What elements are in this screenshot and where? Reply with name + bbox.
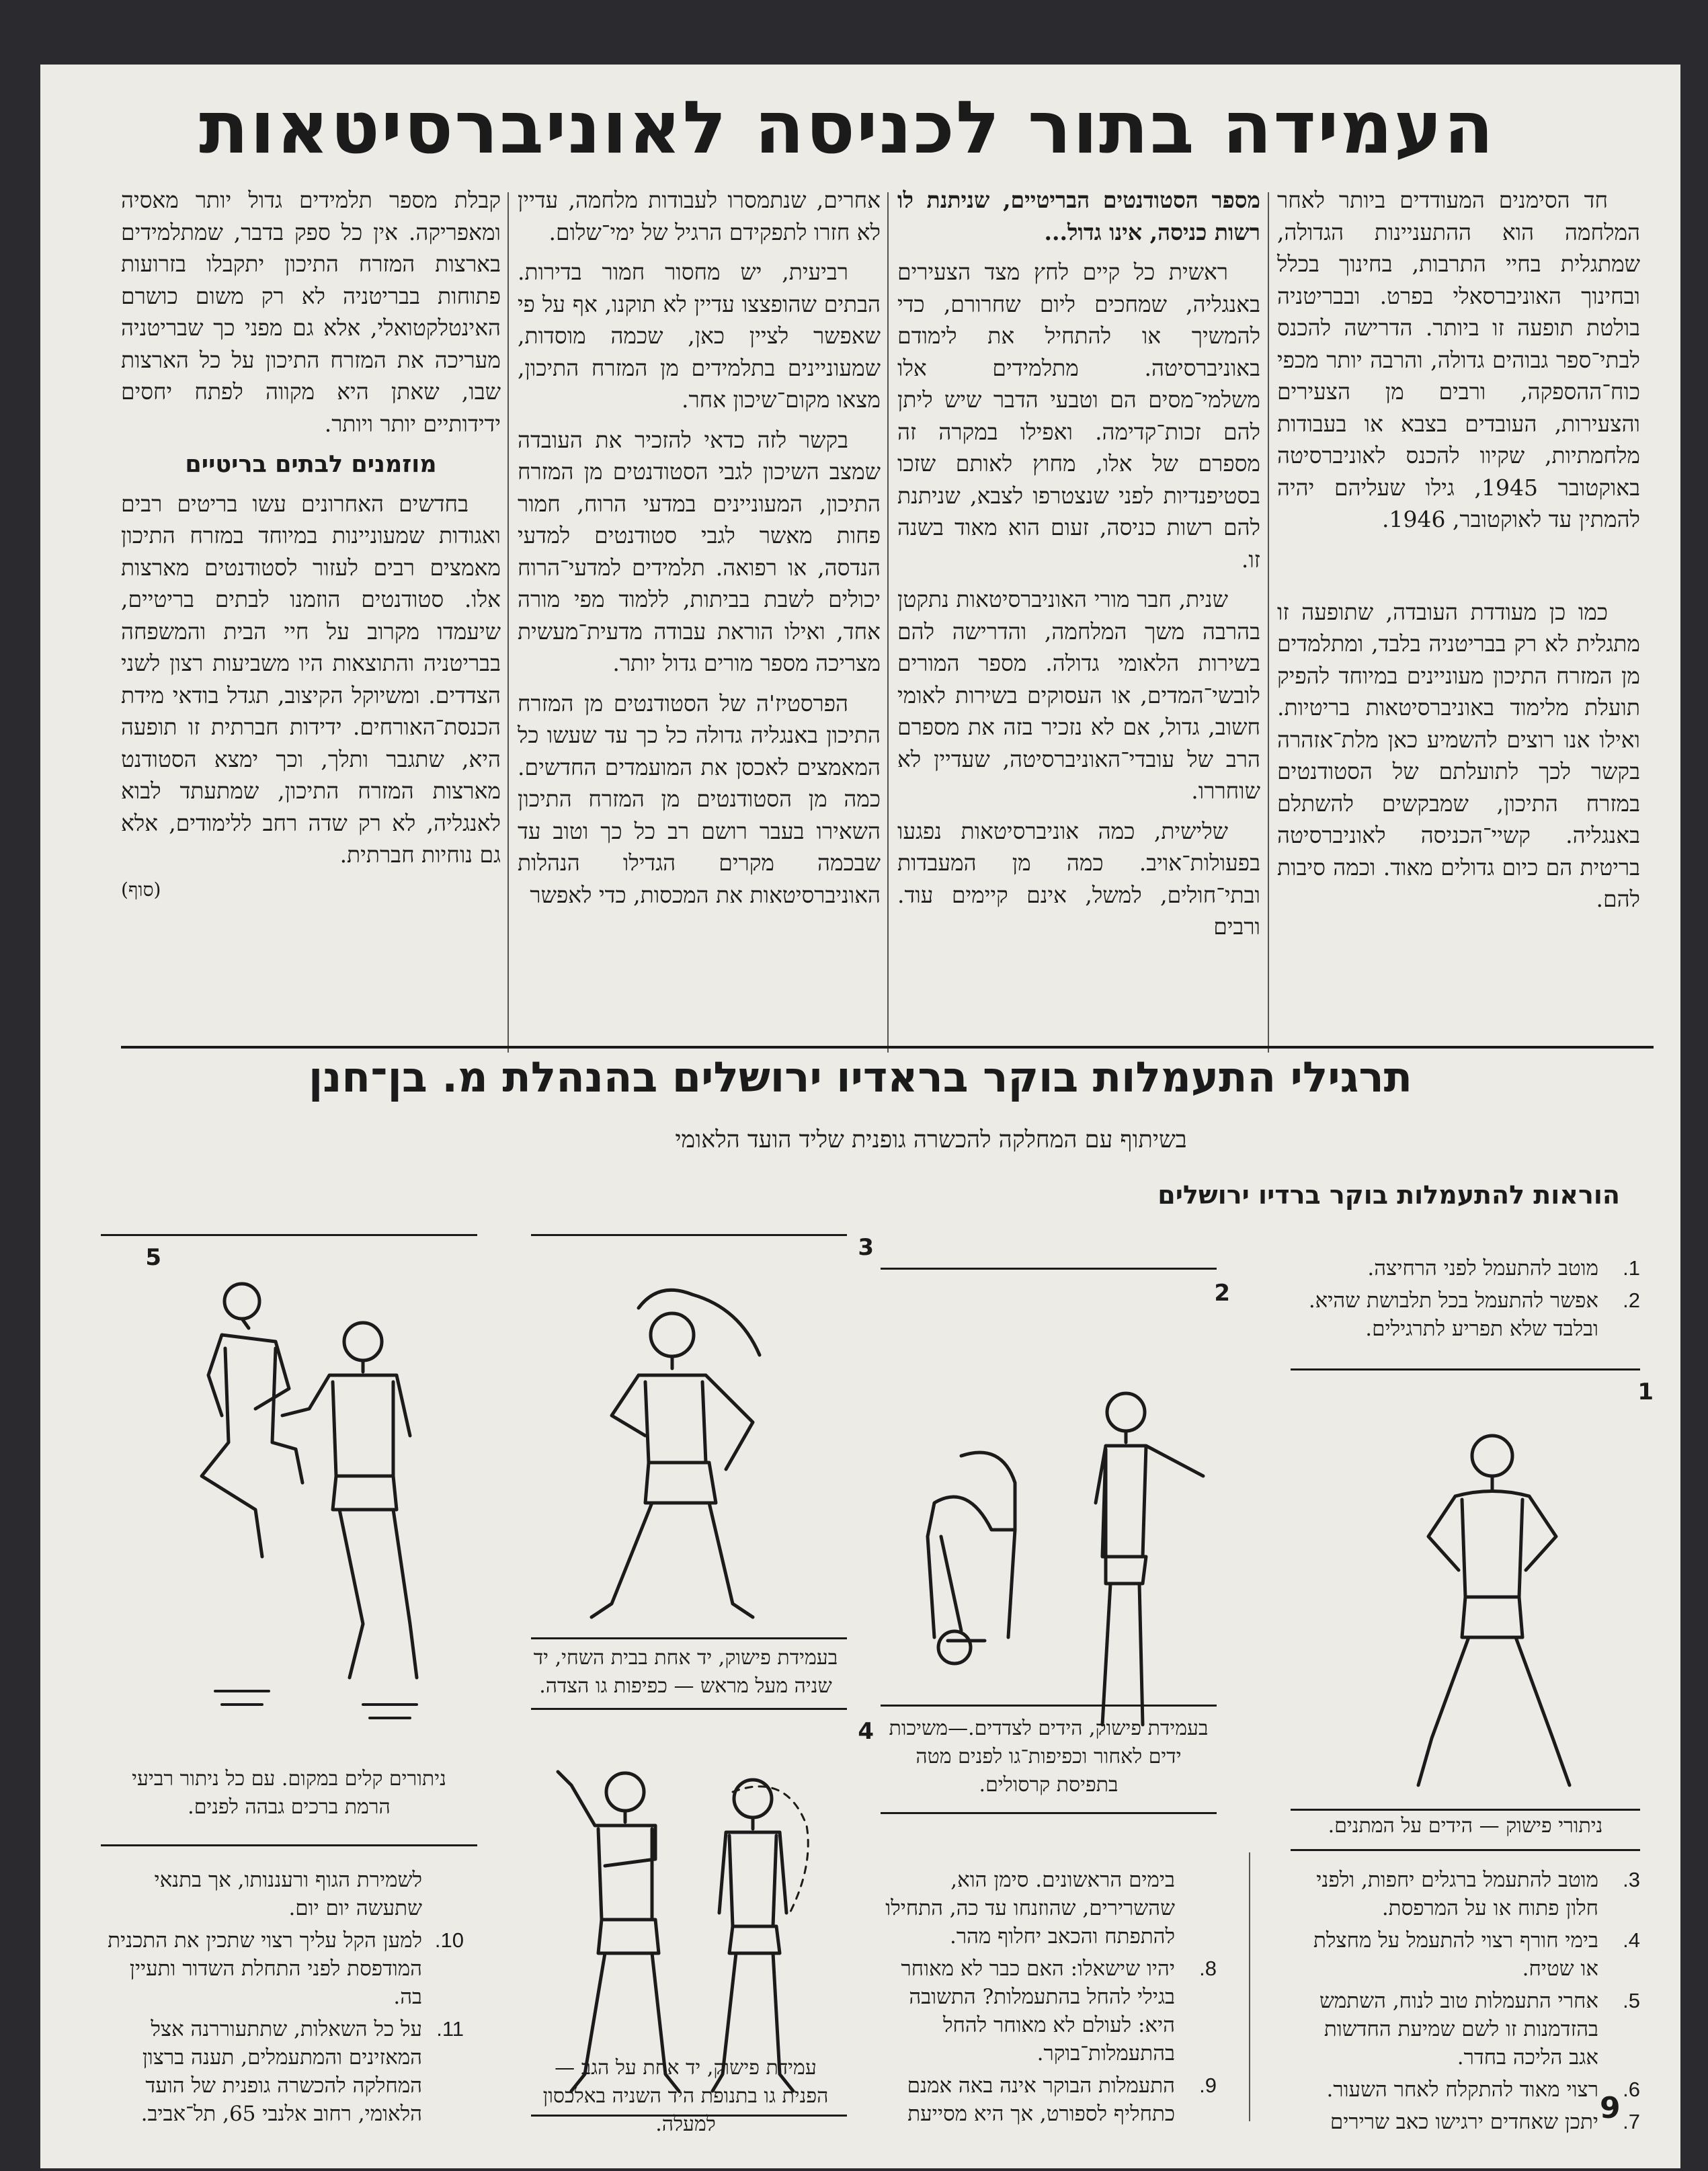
column-divider (1268, 192, 1269, 1053)
panel-rule (531, 1234, 847, 1236)
paragraph: בקשר לזה כדאי להזכיר את העובדה שמצב השיכון לגבי הסטודנטים מן המזרח התיכון, המעוניינים במדעי הרוח, חמור פחות מאשר לגבי סטודנטים למדעי הנדסה, או רפואה. תלמידים למדעי־הרוח יכולים לשבת בביתות, ללמוד מפי מורה אחד, ואילו הוראת עבודה מדעית־מעשית מצריכה מספר מורים גדול יותר. (518, 426, 881, 676)
exercise-3-figure (538, 1268, 820, 1631)
instruction-item: 8. יהיו שישאלו: האם כבר לא מאוחר בגילי להחל בהתעמלות? התשובה היא: לעולם לא מאוחר להחל בהתעמלות־בוקר. (901, 1957, 1217, 2065)
panel-3-caption: בעמידת פישוק, יד אחת בבית השחי, יד שניה מעל מראש — כפיפות גו הצדה. (533, 1646, 838, 1698)
exercises-subline: בשיתוף עם המחלקה להכשרה גופנית שליד הועד הלאומי (675, 1127, 1187, 1153)
instruction-item: 1. מוטב להתעמל לפני הרחיצה. (1367, 1256, 1640, 1280)
instruction-item: 4. בימי חורף רצוי להתעמל על מחצלת או שטיח. (1313, 1928, 1640, 1981)
column-divider (887, 192, 889, 1053)
end-mark: (סוף) (121, 878, 161, 901)
article-column-3 (518, 184, 881, 911)
paragraph: רביעית, יש מחסור חמור בדירות. הבתים שהופצצו עדיין לא תוקנו, אף על פי שאפשר לציין כאן, שכמה מוסדות, שמעוניינים בתלמידים מן המזרח התיכון, מצאו מקום־שיכון אחר. (518, 259, 881, 413)
page-number: 9 (1600, 2091, 1621, 2125)
panel-rule (1291, 1368, 1640, 1370)
instruction-item: 10. למען הקל עליך רצוי שתכין את התכנית המודפסת לפני התחלת השדור ותעיין בה. (108, 1928, 464, 2009)
exercise-1-figure (1391, 1422, 1593, 1799)
instructions-bottom-middle (881, 1866, 1217, 2132)
panel-rule (101, 1234, 477, 1236)
exercise-5-figure (161, 1274, 457, 1745)
panel-1-number: 1 (1637, 1379, 1654, 1405)
panel-rule (881, 1705, 1217, 1707)
instruction-item: לשמירת הגוף ורעננותו, אך בתנאי שתעשה יום יום. (154, 1868, 422, 1920)
instructions-title: הוראות להתעמלות בוקר ברדיו ירושלים (1157, 1180, 1620, 1210)
instruction-item: 5. אחרי התעמלות טוב לנוח, השתמש בהזדמנות זו לשם שמיעת החדשות אגב הליכה בחדר. (1319, 1989, 1640, 2070)
panel-2-number: 2 (1214, 1280, 1230, 1307)
instruction-item: 3. מוטב להתעמל ברגלים יחפות, ולפני חלון פתוח או על המרפסת. (1316, 1868, 1640, 1920)
panel-5-number: 5 (145, 1244, 161, 1271)
paragraph: חד הסימנים המעודדים ביותר לאחר המלחמה הוא ההתעניינות הגדולה, שמתגלית בחיי התרבות, בחינוך בכלל ובחינוך האוניברסאלי בפרט. ובבריטניה בולטת תופעה זו ביותר. הדרישה להכנס לבתי־ספר גבוהים גדולה, והרבה יותר מכפי כוח־ההספקה, ורבים מן הצעירים והצעירות, העובדים בצבא או בעבודות מלחמתיות, שקיוו להכנס לאוניברסיטה באוקטובר 1945, גילו שעליהם יהיה להמתין עד לאוקטובר, 1946. (1277, 187, 1641, 532)
instruction-item: בימים הראשונים. סימן הוא, שהשרירים, שהוזנחו עד כה, התחילו להתפתח והכאב יחלוף מהר. (885, 1868, 1175, 1949)
instruction-item: 7. יתכן שאחדים ירגישו כאב שרירים (1330, 2110, 1640, 2134)
paragraph: ראשית כל קיים לחץ מצד הצעירים באנגליה, שמחכים ליום שחרורם, כדי להמשיך או להתחיל את לימודם באוניברסיטה. מתלמידים אלו משלמי־מסים הם וטבעי הדבר שיש ליתן להם זכות־קדימה. ואפילו במקרה זה מספרם של אלו, מחוץ לאותם שזכו בסטיפנדיות לפני שנצטרפו לצבא, שניתנת להם רשות כניסה, זעום הוא מאוד בשנה זו. (897, 259, 1260, 573)
panel-rule (531, 1637, 847, 1639)
panel-rule (881, 1812, 1217, 1814)
lead-paragraph: מספר הסטודנטים הבריטיים, שניתנת לו רשות כניסה, אינו גדול... (897, 187, 1260, 245)
article-column-2 (897, 184, 1260, 943)
panel-5-caption: ניתורים קלים במקום. עם כל ניתור רביעי הרמת ברכים גבהה לפנים. (132, 1767, 446, 1819)
instructions-bottom-left (101, 1866, 464, 2132)
section-subheading: מוזמנים לבתים בריטיים (185, 451, 437, 478)
panel-rule (531, 1708, 847, 1710)
instruction-item: 11. על כל השאלות, שתתעוררנה אצל המאזינים והמתעמלים, תענה ברצון המחלקה להכשרה גופנית של הועד הלאומי, רחוב אלנבי 65, תל־אביב. (140, 2017, 464, 2126)
panel-rule (1291, 1849, 1640, 1851)
paragraph: הפרסטיז'ה של הסטודנטים מן המזרח התיכון באנגליה גדולה כל כך עד שעשו כל המאמצים לאכסן את המועמדים החדשים. כמה מן הסטודנטים מן המזרח התיכון השאירו בעבר רושם רב כל כך וטוב עד שבכמה מקרים הגדילו הנהלות האוניברסיטאות את המכסות, כדי לאפשר (518, 690, 881, 908)
exercise-2-figure (847, 1382, 1223, 1731)
panel-rule (101, 1844, 477, 1846)
paragraph: בחדשים האחרונים עשו בריטים רבים ואגודות שמעוניינות במיוחד במזרח התיכון מאמצים רבים לעזור לסטודנטים מארצות אלו. סטודנטים הוזמנו לבתים בריטיים, שיעמדו מקרוב על חיי הבית והמשפחה בבריטניה והתוצאות היו משביעות רצון לשני הצדדים. ומשיוקל הקיצוב, תגדל בודאי מידת הכנסת־האורחים. ידידות חברתית זו תופעה היא, שתגבר ותלך, וכך ימצא הסטודנט מארצות המזרח התיכון, שמתעתד לבוא לאנגליה, לא רק שדה רחב ללימודים, אלא גם נוחיות חברתית. (121, 490, 501, 868)
instruction-item: 2. אפשר להתעמל בכל תלבושת שהיא. ובלבד שלא תפריע לתרגילים. (1308, 1288, 1640, 1341)
panel-2-caption: בעמידת פישוק, הידים לצדדים.—משיכות ידים לאחור וכפיפות־גו לפנים מטה בתפיסת קרסולים. (889, 1717, 1209, 1797)
column-divider (1249, 1852, 1250, 2121)
article-column-1 (1277, 184, 1640, 915)
panel-4-caption: עמידת פישוק, יד אחת על הגב — הפנית גו בתנופת היד השניה באלכסון למעלה. (542, 2056, 829, 2136)
panel-rule (881, 1268, 1217, 1270)
panel-rule (1291, 1809, 1640, 1811)
magazine-page (40, 65, 1680, 2168)
instruction-item: 6. רצוי מאוד להתקלח לאחר השעור. (1326, 2078, 1640, 2102)
instruction-item: 9. התעמלות הבוקר אינה באה אמנם כתחליף לספורט, אך היא מסייעת (907, 2074, 1217, 2126)
paragraph: אחרים, שנתמסרו לעבודות מלחמה, עדיין לא חזרו לתפקידם הרגיל של ימי־שלום. (518, 187, 881, 245)
paragraph: קבלת מספר תלמידים גדול יותר מאסיה ומאפריקה. אין כל ספק בדבר, שמתלמידים בארצות המזרח התיכון יתקבלו בזרועות פתוחות בבריטניה לא רק משום כושרם האינטלקטואלי, אלא גם מפני כך שבריטניה מעריכה את המזרח התיכון על כל הארצות שבו, שאתן היא מקווה לפתח יחסים ידידותיים יותר ויותר. (121, 187, 501, 437)
section-rule (121, 1046, 1654, 1049)
paragraph: שנית, חבר מורי האוניברסיטאות נתקטן בהרבה משך המלחמה, והדרישה להם בשירות הלאומי גדולה. מספר המורים לובשי־המדים, או העסוקים בשירות לאומי חשוב, גדול, אם לא נזכיר בזה את מספרם הרב של עובדי־האוניברסיטה, שעדיין לא שוחררו. (897, 586, 1260, 804)
article-column-4 (121, 184, 501, 905)
paragraph: כמו כן מעודדת העובדה, שתופעה זו מתגלית לא רק בבריטניה בלבד, ומתלמדים מן המזרח התיכון מעוניינים במיוחד להפיק תועלת מלימוד באוניברסיטאות בריטיות. ואילו אנו רוצים להשמיע כאן מלת־אזהרה בקשר לכך לתועלתם של הסטודנטים במזרח התיכון, שמבקשים להשתלם באנגליה. קשיי־הכניסה לאוניברסיטה בריטית הם כיום גדולים מאוד. וכמה סיבות להם. (1277, 598, 1640, 912)
exercises-headline: תרגילי התעמלות בוקר בראדיו ירושלים בהנהלת מ. בן־חנן (308, 1053, 1413, 1102)
article-headline: העמידה בתור לכניסה לאוניברסיטאות (199, 86, 1495, 170)
column-divider (507, 192, 509, 1053)
panel-1-caption: ניתורי פישוק — הידים על המתנים. (1328, 1814, 1603, 1838)
instructions-bottom-right (1291, 1866, 1640, 2140)
instructions-top (1291, 1254, 1640, 1347)
paragraph: שלישית, כמה אוניברסיטאות נפגעו בפעולות־אויב. כמה מן המעבדות ובתי־חולים, למשל, אינם קיימים עוד. ורבים (897, 817, 1260, 940)
panel-4-number: 4 (858, 1718, 874, 1745)
panel-3-number: 3 (858, 1234, 874, 1261)
